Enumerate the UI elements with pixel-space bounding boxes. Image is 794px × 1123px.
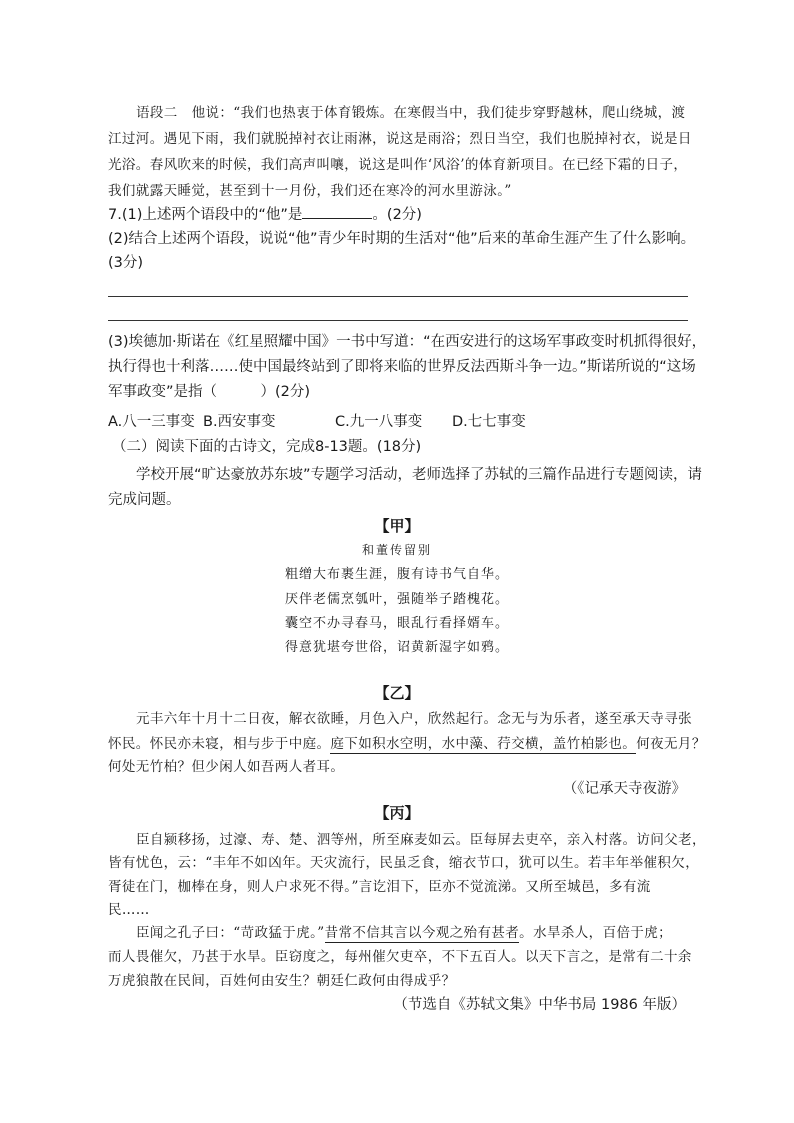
answer-line-2[interactable] — [108, 320, 688, 321]
section-2-intro-1: 学校开展“旷达豪放苏东坡”专题学习活动，老师选择了苏轼的三篇作品进行专题阅读，请 — [136, 467, 703, 483]
question-7-2-score: (3分) — [108, 255, 144, 271]
bing-line-3: 胥徒在门，枷棒在身，则人户求死不得。”言讫泪下，臣亦不觉流涕。又所至城邑，多有流 — [108, 879, 651, 895]
option-a[interactable]: A.八一三事变 — [108, 414, 195, 430]
yi-line-2 — [108, 734, 706, 754]
question-7-3-line-2: 执行得也十利落……使中国最终站到了即将来临的世界反法西斯斗争一边。”斯诺所说的“这场 — [108, 359, 696, 375]
question-7-1 — [108, 204, 422, 225]
bing-line-5 — [136, 923, 672, 943]
question-7-3-line-3: 军事政变”是指（ ）(2分) — [108, 384, 311, 400]
answer-line-1[interactable] — [108, 296, 688, 297]
jia-poem-line-3: 囊空不办寻春马，眼乱行看择婿车。 — [284, 616, 509, 631]
bing-line-4: 民…… — [108, 902, 150, 918]
jia-poem-line-4: 得意犹堪夸世俗，诏黄新湿字如鸦。 — [284, 640, 509, 655]
bing-line-5-a: 臣闻之孔子曰：“苛政猛于虎。” — [136, 925, 325, 941]
question-7-3-line-1: (3)埃德加·斯诺在《红星照耀中国》一书中写道：“在西安进行的这场军事政变时机抓得很好， — [108, 334, 707, 350]
section-2-intro-2: 完成问题。 — [108, 492, 181, 508]
question-7-2: (2)结合上述两个语段，说说“他”青少年时期的生活对“他”后来的革命生涯产生了什么影响。 — [108, 231, 696, 247]
question-7-1-score: 。(2分) — [372, 207, 422, 223]
question-7-1-text: 7.(1)上述两个语段中的“他”是 — [108, 207, 303, 223]
yuduan2-line-1: 语段二 他说：“我们也热衷于体育锻炼。在寒假当中，我们徒步穿野越林，爬山绕城，渡 — [136, 105, 686, 121]
answer-blank[interactable] — [302, 204, 372, 219]
bing-line-1: 臣自颍移扬，过濠、寿、楚、泗等州，所至麻麦如云。臣每屏去吏卒，亲入村落。访问父老， — [136, 832, 706, 848]
bing-underlined-sentence: 昔常不信其言以今观之殆有甚者 — [324, 925, 520, 941]
option-c[interactable]: C.九一八事变 — [335, 414, 423, 430]
jia-poem-line-1: 粗缯大布裹生涯，腹有诗书气自华。 — [284, 567, 509, 582]
option-d[interactable]: D.七七事变 — [452, 414, 526, 430]
jia-poem-title: 和董传留别 — [361, 543, 432, 557]
bing-line-2: 皆有忧色，云：“丰年不如凶年。天灾流行，民虽乏食，缩衣节口，犹可以生。若丰年举催积欠， — [108, 855, 700, 871]
yi-underlined-sentence: 庭下如积水空明，水中藻、荇交横，盖竹柏影也。 — [330, 736, 637, 752]
bing-source: （节选自《苏轼文集》中华书局 1986 年版） — [393, 997, 686, 1013]
option-b[interactable]: B.西安事变 — [203, 414, 276, 430]
yi-line-3: 何处无竹柏？但少闲人如吾两人者耳。 — [108, 759, 345, 775]
yi-line-2-a: 怀民。怀民亦未寝，相与步于中庭。 — [108, 736, 331, 752]
yi-label: 【乙】 — [374, 684, 420, 702]
yi-line-2-b: 何夜无月？ — [636, 736, 706, 752]
yuduan2-line-2: 江过河。遇见下雨，我们就脱掉衬衣让雨淋，说这是雨浴；烈日当空，我们也脱掉衬衣，说是日 — [108, 131, 692, 147]
section-2-heading: （二）阅读下面的古诗文，完成8-13题。(18分) — [112, 439, 422, 455]
bing-line-6: 而人畏催欠，乃甚于水旱。臣窃度之，每州催欠吏卒，不下五百人。以天下言之，是常有二十余 — [108, 949, 692, 965]
bing-label: 【丙】 — [374, 804, 420, 822]
yuduan2-line-4: 我们就露天睡觉，甚至到十一月份，我们还在寒冷的河水里游泳。” — [108, 183, 512, 199]
bing-line-5-b: 。水旱杀人，百倍于虎； — [519, 925, 673, 941]
bing-line-7: 万虎狼散在民间，百姓何由安生？朝廷仁政何由得成乎？ — [108, 973, 456, 989]
yuduan2-line-3: 光浴。春风吹来的时候，我们高声叫嚷，说这是叫作‘风浴’的体育新项目。在已经下霜的日子， — [108, 157, 688, 173]
yi-source: （《记承天寺夜游》 — [562, 781, 686, 797]
jia-poem-line-2: 厌伴老儒烹瓠叶，强随举子踏槐花。 — [284, 592, 509, 607]
yi-line-1: 元丰六年十月十二日夜，解衣欲睡，月色入户，欣然起行。念无与为乐者，遂至承天寺寻张 — [136, 711, 692, 727]
jia-label: 【甲】 — [374, 517, 420, 535]
